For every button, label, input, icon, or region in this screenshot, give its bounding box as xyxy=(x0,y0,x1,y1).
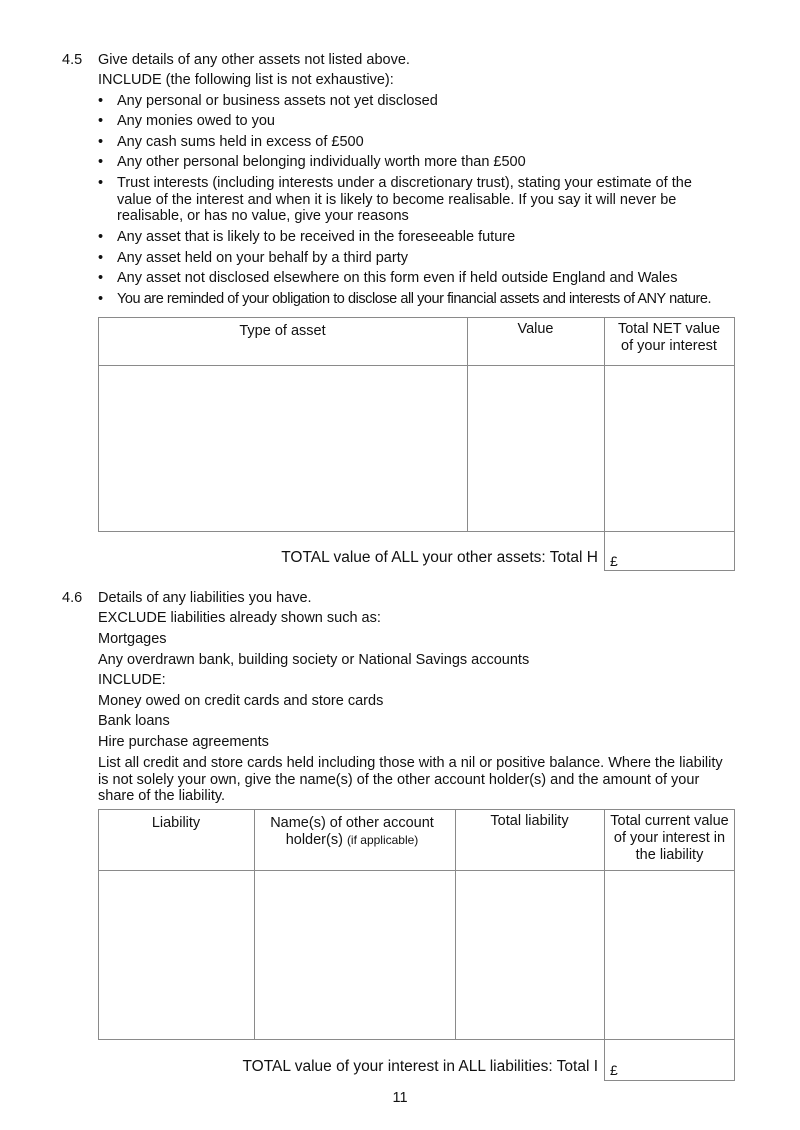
exclude-item: Any overdrawn bank, building society or National Savings accounts xyxy=(98,652,530,668)
bullet-marker: • xyxy=(98,291,104,307)
other-holders-input-area[interactable] xyxy=(255,871,455,1039)
interest-value-input-area[interactable] xyxy=(605,871,734,1039)
include-item: Hire purchase agreements xyxy=(98,734,269,750)
bullet-item: Trust interests (including interests under a discretionary trust), stating your estimate of the value of the interest and when it is likely to become realisable. If you say it will never be realisable, or has no value, give your reasons xyxy=(117,175,692,224)
bullet-item: Any other personal belonging individually worth more than £500 xyxy=(117,154,526,170)
bullet-marker: • xyxy=(98,113,104,129)
assets-type-input-area[interactable] xyxy=(99,366,467,531)
bullet-item: Any asset not disclosed elsewhere on this form even if held outside England and Wales xyxy=(117,270,678,286)
section-4-6-instruction: List all credit and store cards held including those with a nil or positive balance. Where the liability is not solely your own, give the name(s) of the other account holder(s) and the amount of your share of the liability. xyxy=(98,755,723,804)
liabilities-header-other-holders xyxy=(262,815,442,849)
bullet-marker: • xyxy=(98,229,104,245)
section-4-6-exclude: EXCLUDE liabilities already shown such as: xyxy=(98,610,381,626)
bullet-marker: • xyxy=(98,93,104,109)
section-4-6-title: Details of any liabilities you have. xyxy=(98,590,312,606)
section-4-5-number: 4.5 xyxy=(62,52,83,68)
bullet-marker: • xyxy=(98,270,104,286)
bullet-item: Any asset held on your behalf by a third party xyxy=(117,250,408,266)
currency-symbol: £ xyxy=(610,1062,618,1078)
other-holders-note: (if applicable) xyxy=(346,833,419,847)
total-i-label: TOTAL value of your interest in ALL liabilities: Total I xyxy=(242,1058,598,1075)
bullet-marker: • xyxy=(98,154,104,170)
assets-header-value: Value xyxy=(517,321,554,337)
assets-header-type: Type of asset xyxy=(239,323,326,339)
bullet-item: Any cash sums held in excess of £500 xyxy=(117,134,364,150)
bullet-marker: • xyxy=(98,175,104,191)
bullet-marker: • xyxy=(98,250,104,266)
bullet-item: Any asset that is likely to be received in the foreseeable future xyxy=(117,229,516,245)
liability-input-area[interactable] xyxy=(99,871,254,1039)
total-h-input[interactable] xyxy=(604,531,735,571)
total-h-label: TOTAL value of ALL your other assets: Total H xyxy=(281,549,598,566)
bullet-marker: • xyxy=(98,134,104,150)
assets-net-value-input-area[interactable] xyxy=(605,366,734,531)
total-liability-input-area[interactable] xyxy=(456,871,604,1039)
liabilities-header-interest: Total current value of your interest in the liability xyxy=(610,813,729,863)
other-holders-label: Name(s) of other account holder(s) xyxy=(270,815,434,848)
bullet-item: You are reminded of your obligation to disclose all your financial assets and interests of ANY nature. xyxy=(117,291,712,307)
currency-symbol: £ xyxy=(610,553,618,569)
section-4-6-number: 4.6 xyxy=(62,590,83,606)
total-i-input[interactable] xyxy=(604,1039,735,1081)
page-number: 11 xyxy=(392,1090,408,1106)
liabilities-header-liability: Liability xyxy=(151,815,201,831)
exclude-item: Mortgages xyxy=(98,631,167,647)
bullet-item: Any personal or business assets not yet disclosed xyxy=(117,93,438,109)
section-4-5-include: INCLUDE (the following list is not exhaustive): xyxy=(98,72,394,88)
bullet-item: Any monies owed to you xyxy=(117,113,275,129)
include-item: Money owed on credit cards and store cards xyxy=(98,693,384,709)
section-4-5-title: Give details of any other assets not listed above. xyxy=(98,52,410,68)
include-item: Bank loans xyxy=(98,713,170,729)
assets-value-input-area[interactable] xyxy=(468,366,604,531)
section-4-6-include: INCLUDE: xyxy=(98,672,166,688)
assets-header-net-value: Total NET value of your interest xyxy=(617,321,721,354)
liabilities-header-total: Total liability xyxy=(490,813,569,829)
